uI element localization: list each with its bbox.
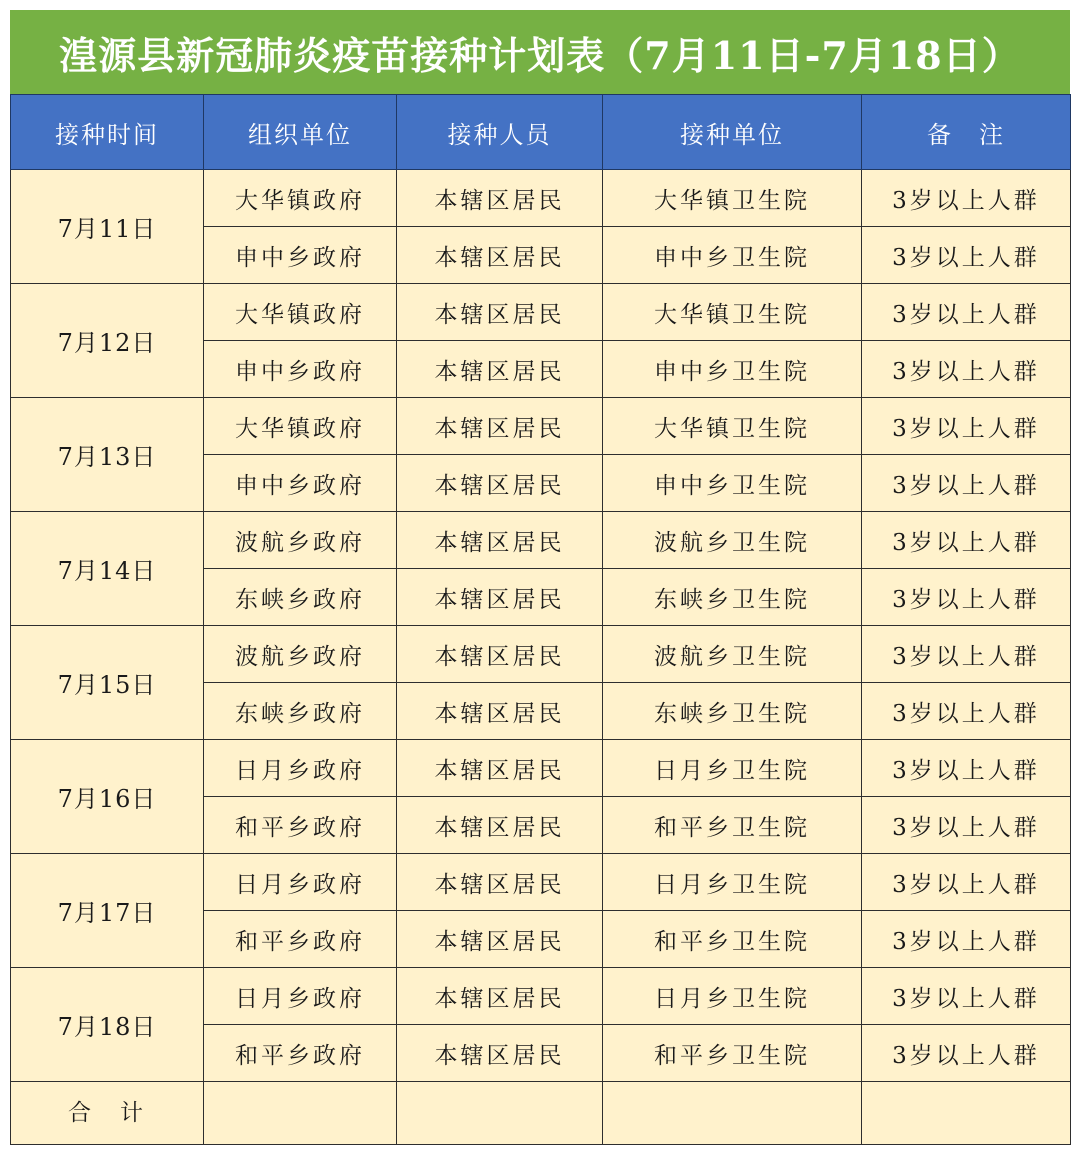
header-note: 备 注 [862, 95, 1071, 170]
note-cell: 3岁以上人群 [862, 455, 1071, 512]
date-cell: 7月12日 [11, 284, 204, 398]
table-row [11, 626, 1071, 683]
org-cell: 日月乡政府 [204, 740, 397, 797]
site-cell: 和平乡卫生院 [603, 1025, 862, 1082]
site-cell: 大华镇卫生院 [603, 398, 862, 455]
site-cell: 日月乡卫生院 [603, 740, 862, 797]
people-cell: 本辖区居民 [397, 398, 603, 455]
people-cell: 本辖区居民 [397, 797, 603, 854]
site-cell: 大华镇卫生院 [603, 170, 862, 227]
org-cell: 波航乡政府 [204, 626, 397, 683]
note-cell: 3岁以上人群 [862, 968, 1071, 1025]
org-cell: 波航乡政府 [204, 512, 397, 569]
people-cell: 本辖区居民 [397, 740, 603, 797]
org-cell: 大华镇政府 [204, 398, 397, 455]
note-cell: 3岁以上人群 [862, 341, 1071, 398]
total-label: 合 计 [11, 1082, 204, 1145]
site-cell: 东峡乡卫生院 [603, 569, 862, 626]
header-org: 组织单位 [204, 95, 397, 170]
site-cell: 和平乡卫生院 [603, 797, 862, 854]
date-cell: 7月17日 [11, 854, 204, 968]
total-row [11, 1082, 1071, 1145]
vaccination-schedule [10, 10, 1070, 1145]
site-cell: 日月乡卫生院 [603, 854, 862, 911]
site-cell: 大华镇卫生院 [603, 284, 862, 341]
people-cell: 本辖区居民 [397, 911, 603, 968]
site-cell: 日月乡卫生院 [603, 968, 862, 1025]
header-time: 接种时间 [11, 95, 204, 170]
total-org-cell [204, 1082, 397, 1145]
site-cell: 申中乡卫生院 [603, 341, 862, 398]
date-cell: 7月14日 [11, 512, 204, 626]
org-cell: 和平乡政府 [204, 911, 397, 968]
org-cell: 和平乡政府 [204, 797, 397, 854]
page-title: 湟源县新冠肺炎疫苗接种计划表（7月11日-7月18日） [10, 10, 1070, 94]
org-cell: 大华镇政府 [204, 284, 397, 341]
site-cell: 和平乡卫生院 [603, 911, 862, 968]
table-row [11, 512, 1071, 569]
org-cell: 东峡乡政府 [204, 569, 397, 626]
note-cell: 3岁以上人群 [862, 170, 1071, 227]
note-cell: 3岁以上人群 [862, 512, 1071, 569]
total-note-cell [862, 1082, 1071, 1145]
people-cell: 本辖区居民 [397, 968, 603, 1025]
table-row [11, 740, 1071, 797]
header-site: 接种单位 [603, 95, 862, 170]
site-cell: 申中乡卫生院 [603, 227, 862, 284]
date-cell: 7月11日 [11, 170, 204, 284]
people-cell: 本辖区居民 [397, 626, 603, 683]
table-row [11, 854, 1071, 911]
people-cell: 本辖区居民 [397, 854, 603, 911]
org-cell: 大华镇政府 [204, 170, 397, 227]
date-cell: 7月16日 [11, 740, 204, 854]
org-cell: 日月乡政府 [204, 968, 397, 1025]
table-row [11, 170, 1071, 227]
table-row [11, 284, 1071, 341]
site-cell: 波航乡卫生院 [603, 512, 862, 569]
note-cell: 3岁以上人群 [862, 1025, 1071, 1082]
site-cell: 波航乡卫生院 [603, 626, 862, 683]
table-row [11, 968, 1071, 1025]
org-cell: 申中乡政府 [204, 227, 397, 284]
note-cell: 3岁以上人群 [862, 398, 1071, 455]
people-cell: 本辖区居民 [397, 341, 603, 398]
site-cell: 申中乡卫生院 [603, 455, 862, 512]
date-cell: 7月13日 [11, 398, 204, 512]
people-cell: 本辖区居民 [397, 512, 603, 569]
note-cell: 3岁以上人群 [862, 854, 1071, 911]
site-cell: 东峡乡卫生院 [603, 683, 862, 740]
org-cell: 日月乡政府 [204, 854, 397, 911]
org-cell: 东峡乡政府 [204, 683, 397, 740]
people-cell: 本辖区居民 [397, 1025, 603, 1082]
note-cell: 3岁以上人群 [862, 227, 1071, 284]
schedule-table [10, 94, 1071, 1145]
total-people-cell [397, 1082, 603, 1145]
people-cell: 本辖区居民 [397, 227, 603, 284]
note-cell: 3岁以上人群 [862, 797, 1071, 854]
people-cell: 本辖区居民 [397, 284, 603, 341]
note-cell: 3岁以上人群 [862, 284, 1071, 341]
people-cell: 本辖区居民 [397, 455, 603, 512]
note-cell: 3岁以上人群 [862, 911, 1071, 968]
table-row [11, 398, 1071, 455]
org-cell: 和平乡政府 [204, 1025, 397, 1082]
date-cell: 7月18日 [11, 968, 204, 1082]
note-cell: 3岁以上人群 [862, 683, 1071, 740]
org-cell: 申中乡政府 [204, 455, 397, 512]
note-cell: 3岁以上人群 [862, 569, 1071, 626]
org-cell: 申中乡政府 [204, 341, 397, 398]
header-people: 接种人员 [397, 95, 603, 170]
people-cell: 本辖区居民 [397, 170, 603, 227]
people-cell: 本辖区居民 [397, 683, 603, 740]
note-cell: 3岁以上人群 [862, 626, 1071, 683]
date-cell: 7月15日 [11, 626, 204, 740]
header-row [11, 95, 1071, 170]
people-cell: 本辖区居民 [397, 569, 603, 626]
total-site-cell [603, 1082, 862, 1145]
note-cell: 3岁以上人群 [862, 740, 1071, 797]
